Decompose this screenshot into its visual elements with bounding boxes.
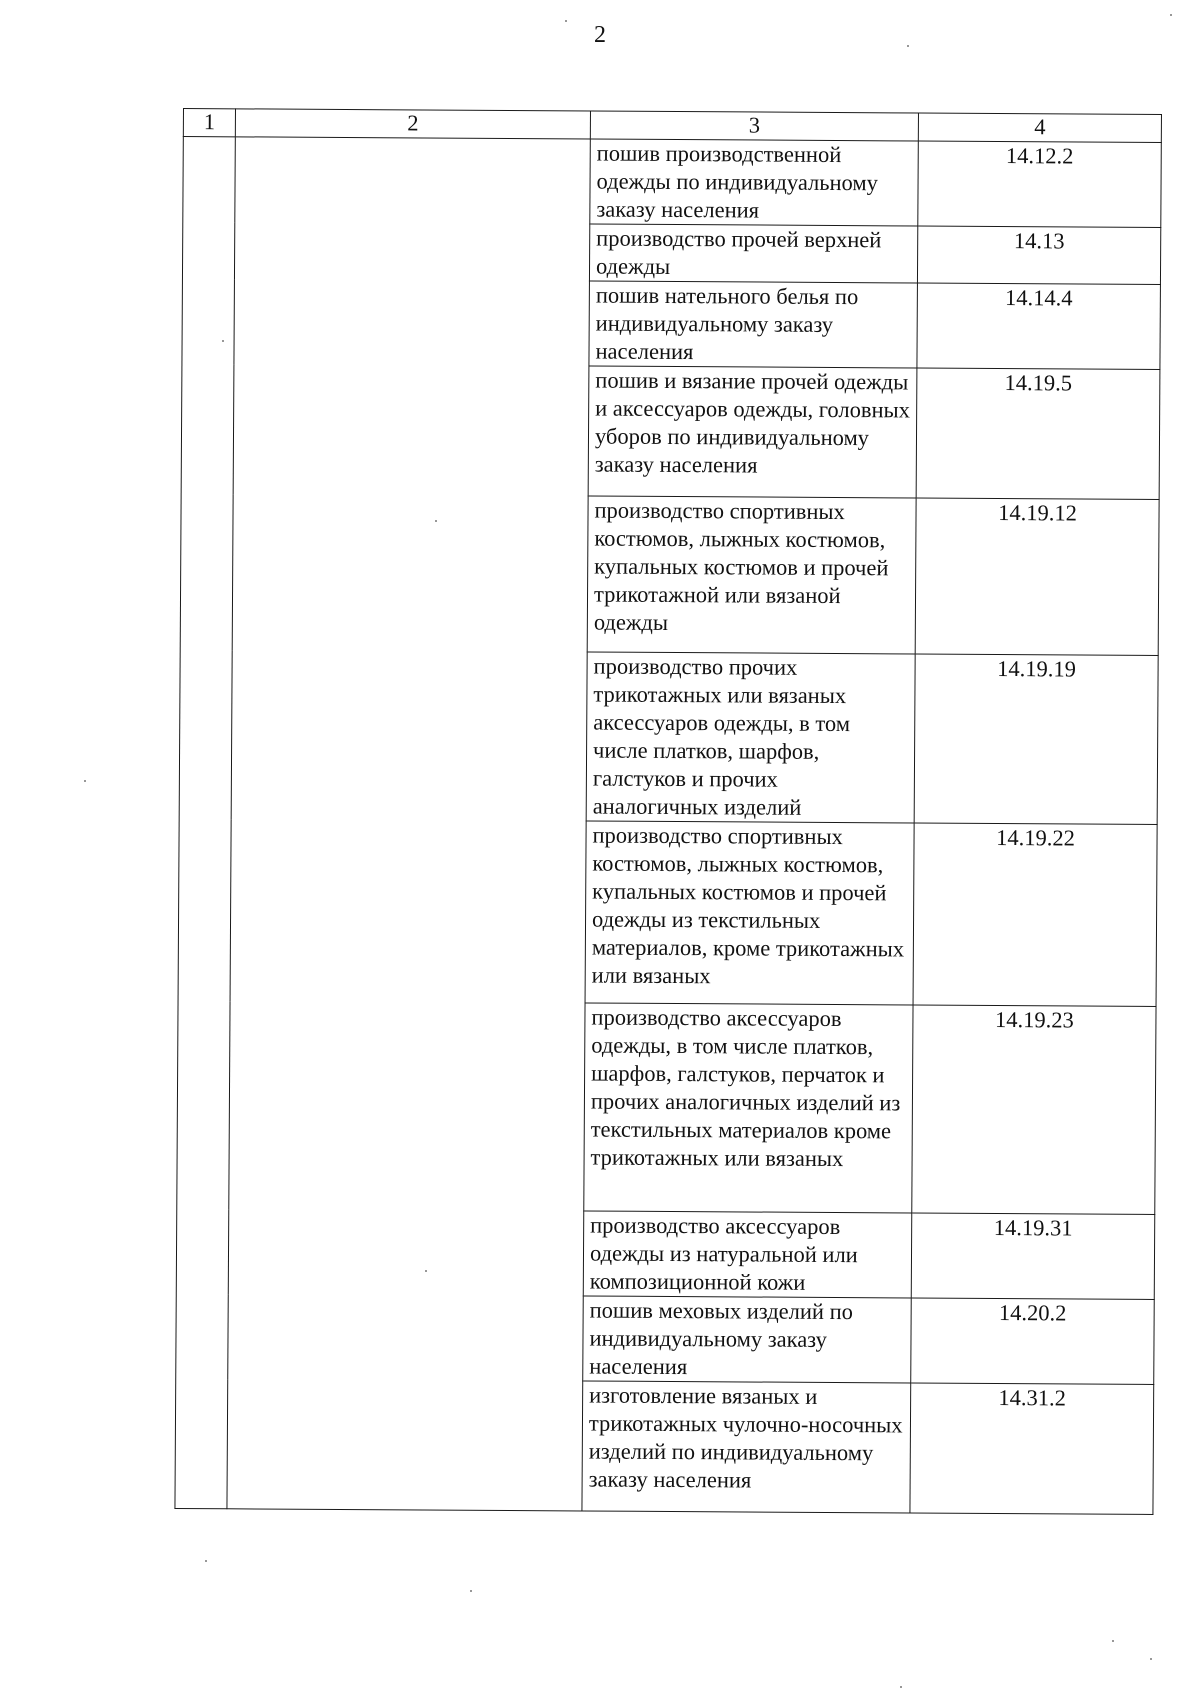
scan-speck [565, 20, 567, 22]
activity-code: 14.19.22 [913, 823, 1157, 1006]
activity-description: производство спортивных костюмов, лыжных костюмов, купальных костюмов и прочей трикотажной или вязаной одежды [587, 496, 916, 654]
activity-description: пошив меховых изделий по индивидуальному заказу населения [583, 1296, 912, 1383]
scan-speck [1170, 14, 1172, 16]
activity-code: 14.19.19 [914, 654, 1158, 824]
header-col-3: 3 [590, 111, 918, 141]
scan-speck [222, 340, 224, 342]
scan-speck [900, 1686, 902, 1688]
classification-table [174, 108, 1162, 1515]
table-row [183, 137, 1162, 228]
activity-description: пошив и вязание прочей одежды и аксессуаров одежды, головных уборов по индивидуальному заказу населения [588, 366, 917, 498]
header-col-4: 4 [918, 113, 1161, 142]
col-1-merged-cell [175, 137, 235, 1509]
activity-code: 14.20.2 [911, 1298, 1155, 1384]
activity-code: 14.19.23 [912, 1005, 1156, 1214]
scan-speck [435, 520, 437, 522]
activity-code: 14.13 [917, 226, 1160, 284]
activity-code: 14.19.12 [915, 498, 1159, 655]
scan-speck [205, 1560, 207, 1562]
activity-description: пошив нательного белья по индивидуальному заказу населения [589, 281, 918, 368]
activity-description: производство аксессуаров одежды из натуральной или композиционной кожи [583, 1211, 912, 1298]
activity-code: 14.19.5 [916, 368, 1160, 499]
scan-speck [907, 45, 909, 47]
activity-code: 14.31.2 [910, 1383, 1154, 1514]
header-col-1: 1 [183, 109, 235, 137]
scan-speck [1112, 1640, 1114, 1642]
activity-description: производство прочих трикотажных или вязаных аксессуаров одежды, в том числе платков, шарфов, галстуков и прочих аналогичных изделий [586, 652, 915, 823]
col-2-merged-cell [227, 137, 590, 1511]
activity-description: производство прочей верхней одежды [589, 224, 917, 283]
activity-description: производство спортивных костюмов, лыжных костюмов, купальных костюмов и прочей одежды из текстильных материалов, кроме трикотажных или вязаных [585, 821, 914, 1005]
activity-description: пошив производственной одежды по индивидуальному заказу населения [590, 139, 919, 226]
scan-speck [1150, 1658, 1152, 1660]
scan-speck [84, 780, 86, 782]
header-col-2: 2 [235, 109, 590, 139]
activity-description: изготовление вязаных и трикотажных чулочно-носочных изделий по индивидуальному заказу населения [582, 1381, 911, 1513]
scan-speck [425, 1270, 427, 1272]
activity-code: 14.14.4 [917, 283, 1161, 369]
page-number: 2 [594, 22, 606, 48]
scan-speck [470, 1590, 472, 1592]
activity-code: 14.19.31 [911, 1213, 1155, 1299]
activity-description: производство аксессуаров одежды, в том числе платков, шарфов, галстуков, перчаток и прочих аналогичных изделий из текстильных материалов кроме трикотажных или вязаных [584, 1003, 913, 1213]
activity-code: 14.12.2 [918, 141, 1162, 227]
